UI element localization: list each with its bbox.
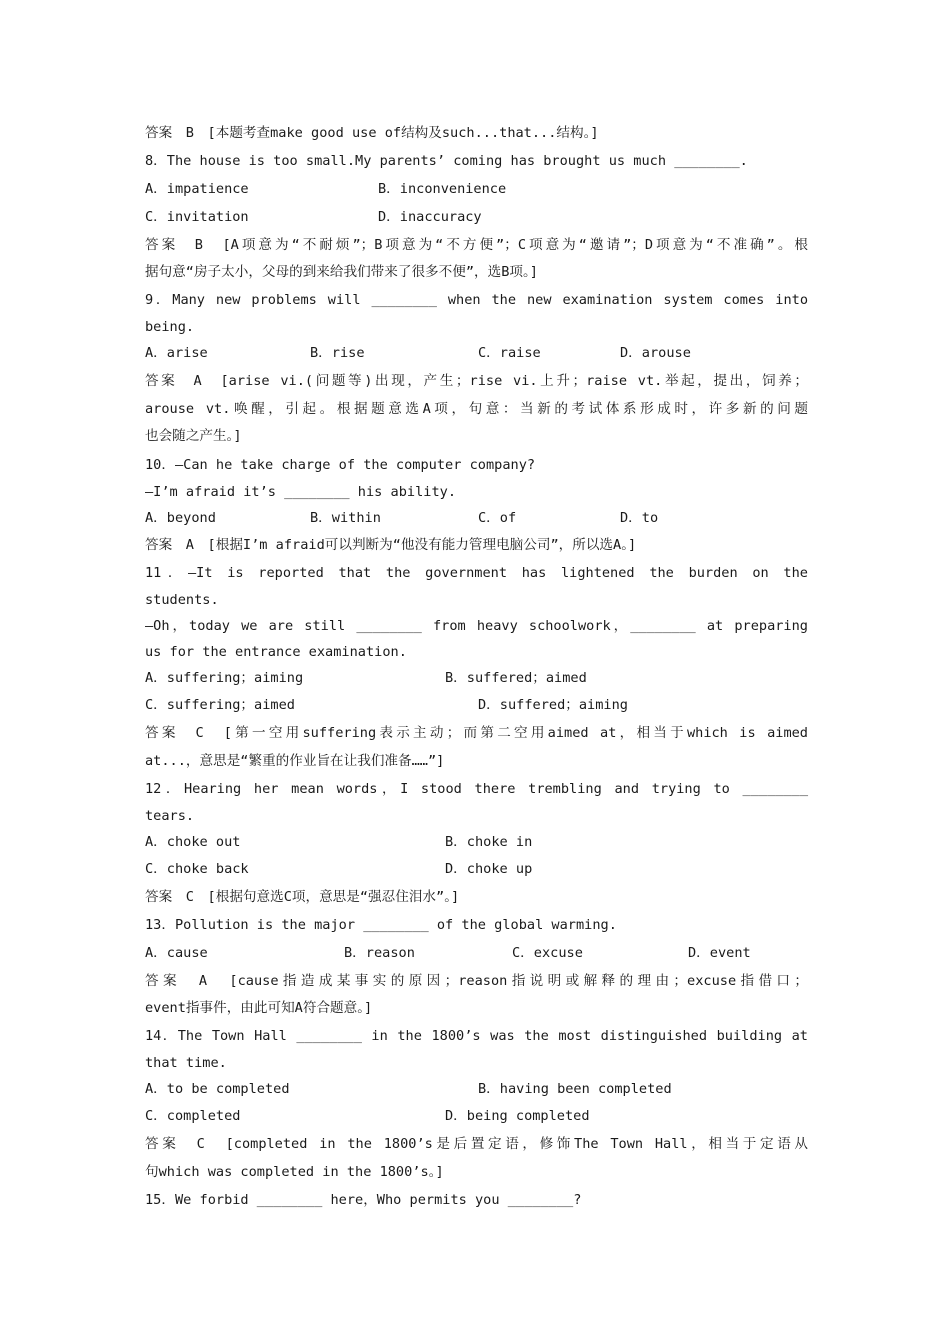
answer-11-line-1: 答案 C [第一空用suffering表示主动；而第二空用aimed at，相当于which is aimed	[145, 725, 808, 741]
answer-9-line-3: 也会随之产生。]	[145, 428, 242, 444]
answer-13-line-1: 答案 A [cause指造成某事实的原因；reason指说明或解释的理由；excuse指借口；	[145, 973, 808, 989]
question-14-line-1: 14．The Town Hall ________ in the 1800’s was the most distinguished building at	[145, 1028, 808, 1044]
q14-option-c: C．completed	[145, 1108, 241, 1124]
q8-option-c: C．invitation	[145, 209, 249, 225]
answer-9-line-2: arouse vt.唤醒，引起。根据题意选A项，句意：当新的考试体系形成时，许多新的问题	[145, 401, 808, 417]
answer-8-line-1: 答案 B [A项意为“不耐烦”；B项意为“不方便”；C项意为“邀请”；D项意为“不准确”。根	[145, 237, 808, 253]
q8-option-a: A．impatience	[145, 181, 249, 197]
q13-option-d: D．event	[688, 945, 751, 961]
question-14-line-2: that time.	[145, 1055, 227, 1071]
question-11-line-3: —Oh，today we are still ________ from heavy schoolwork，________ at preparing	[145, 618, 808, 634]
q9-option-a: A．arise	[145, 345, 208, 361]
answer-7: 答案 B [本题考查make good use of结构及such...that...结构。]	[145, 125, 599, 141]
q12-option-b: B．choke in	[445, 834, 533, 850]
q8-option-d: D．inaccuracy	[378, 209, 482, 225]
q9-option-c: C．raise	[478, 345, 541, 361]
q14-option-b: B．having been completed	[478, 1081, 672, 1097]
q14-option-d: D．being completed	[445, 1108, 590, 1124]
question-11-line-2: students.	[145, 592, 219, 608]
q9-option-d: D．arouse	[620, 345, 691, 361]
question-12-line-2: tears.	[145, 808, 195, 824]
answer-9-line-1: 答案 A [arise vi.(问题等)出现，产生；rise vi.上升；raise vt.举起，提出，饲养；	[145, 373, 808, 389]
question-15: 15．We forbid ________ here，Who permits you ________?	[145, 1192, 582, 1208]
q10-option-c: C．of	[478, 510, 517, 526]
answer-11-line-2: at...，意思是“繁重的作业旨在让我们准备……”]	[145, 753, 445, 769]
question-11-line-4: us for the entrance examination.	[145, 644, 407, 660]
q12-option-a: A．choke out	[145, 834, 241, 850]
q11-option-d: D．suffered；aiming	[478, 697, 628, 713]
q10-option-d: D．to	[620, 510, 659, 526]
question-12-line-1: 12．Hearing her mean words，I stood there trembling and trying to ________	[145, 781, 808, 797]
q8-option-b: B．inconvenience	[378, 181, 507, 197]
q11-option-a: A．suffering；aiming	[145, 670, 304, 686]
q11-option-c: C．suffering；aimed	[145, 697, 295, 713]
q13-option-a: A．cause	[145, 945, 208, 961]
answer-14-line-2: 句which was completed in the 1800’s。]	[145, 1164, 444, 1180]
q10-option-a: A．beyond	[145, 510, 216, 526]
q14-option-a: A．to be completed	[145, 1081, 290, 1097]
answer-8-line-2: 据句意“房子太小，父母的到来给我们带来了很多不便”，选B项。]	[145, 264, 538, 280]
question-8: 8．The house is too small.My parents’ coming has brought us much ________.	[145, 153, 748, 169]
answer-10: 答案 A [根据I’m afraid可以判断为“他没有能力管理电脑公司”，所以选A。]	[145, 537, 637, 553]
answer-14-line-1: 答案 C [completed in the 1800’s是后置定语，修饰The Town Hall，相当于定语从	[145, 1136, 808, 1152]
q9-option-b: B．rise	[310, 345, 365, 361]
question-13: 13．Pollution is the major ________ of the global warming.	[145, 917, 617, 933]
q12-option-c: C．choke back	[145, 861, 249, 877]
question-9-line-1: 9．Many new problems will ________ when the new examination system comes into	[145, 292, 808, 308]
question-11-line-1: 11．—It is reported that the government has lightened the burden on the	[145, 565, 808, 581]
q13-option-c: C．excuse	[512, 945, 583, 961]
question-10-line-1: 10．—Can he take charge of the computer company?	[145, 457, 536, 473]
q10-option-b: B．within	[310, 510, 381, 526]
q13-option-b: B．reason	[344, 945, 415, 961]
answer-13-line-2: event指事件，由此可知A符合题意。]	[145, 1000, 373, 1016]
q11-option-b: B．suffered；aimed	[445, 670, 587, 686]
question-9-line-2: being.	[145, 319, 195, 335]
q12-option-d: D．choke up	[445, 861, 533, 877]
question-10-line-2: —I’m afraid it’s ________ his ability.	[145, 484, 456, 500]
answer-12: 答案 C [根据句意选C项，意思是“强忍住泪水”。]	[145, 889, 460, 905]
